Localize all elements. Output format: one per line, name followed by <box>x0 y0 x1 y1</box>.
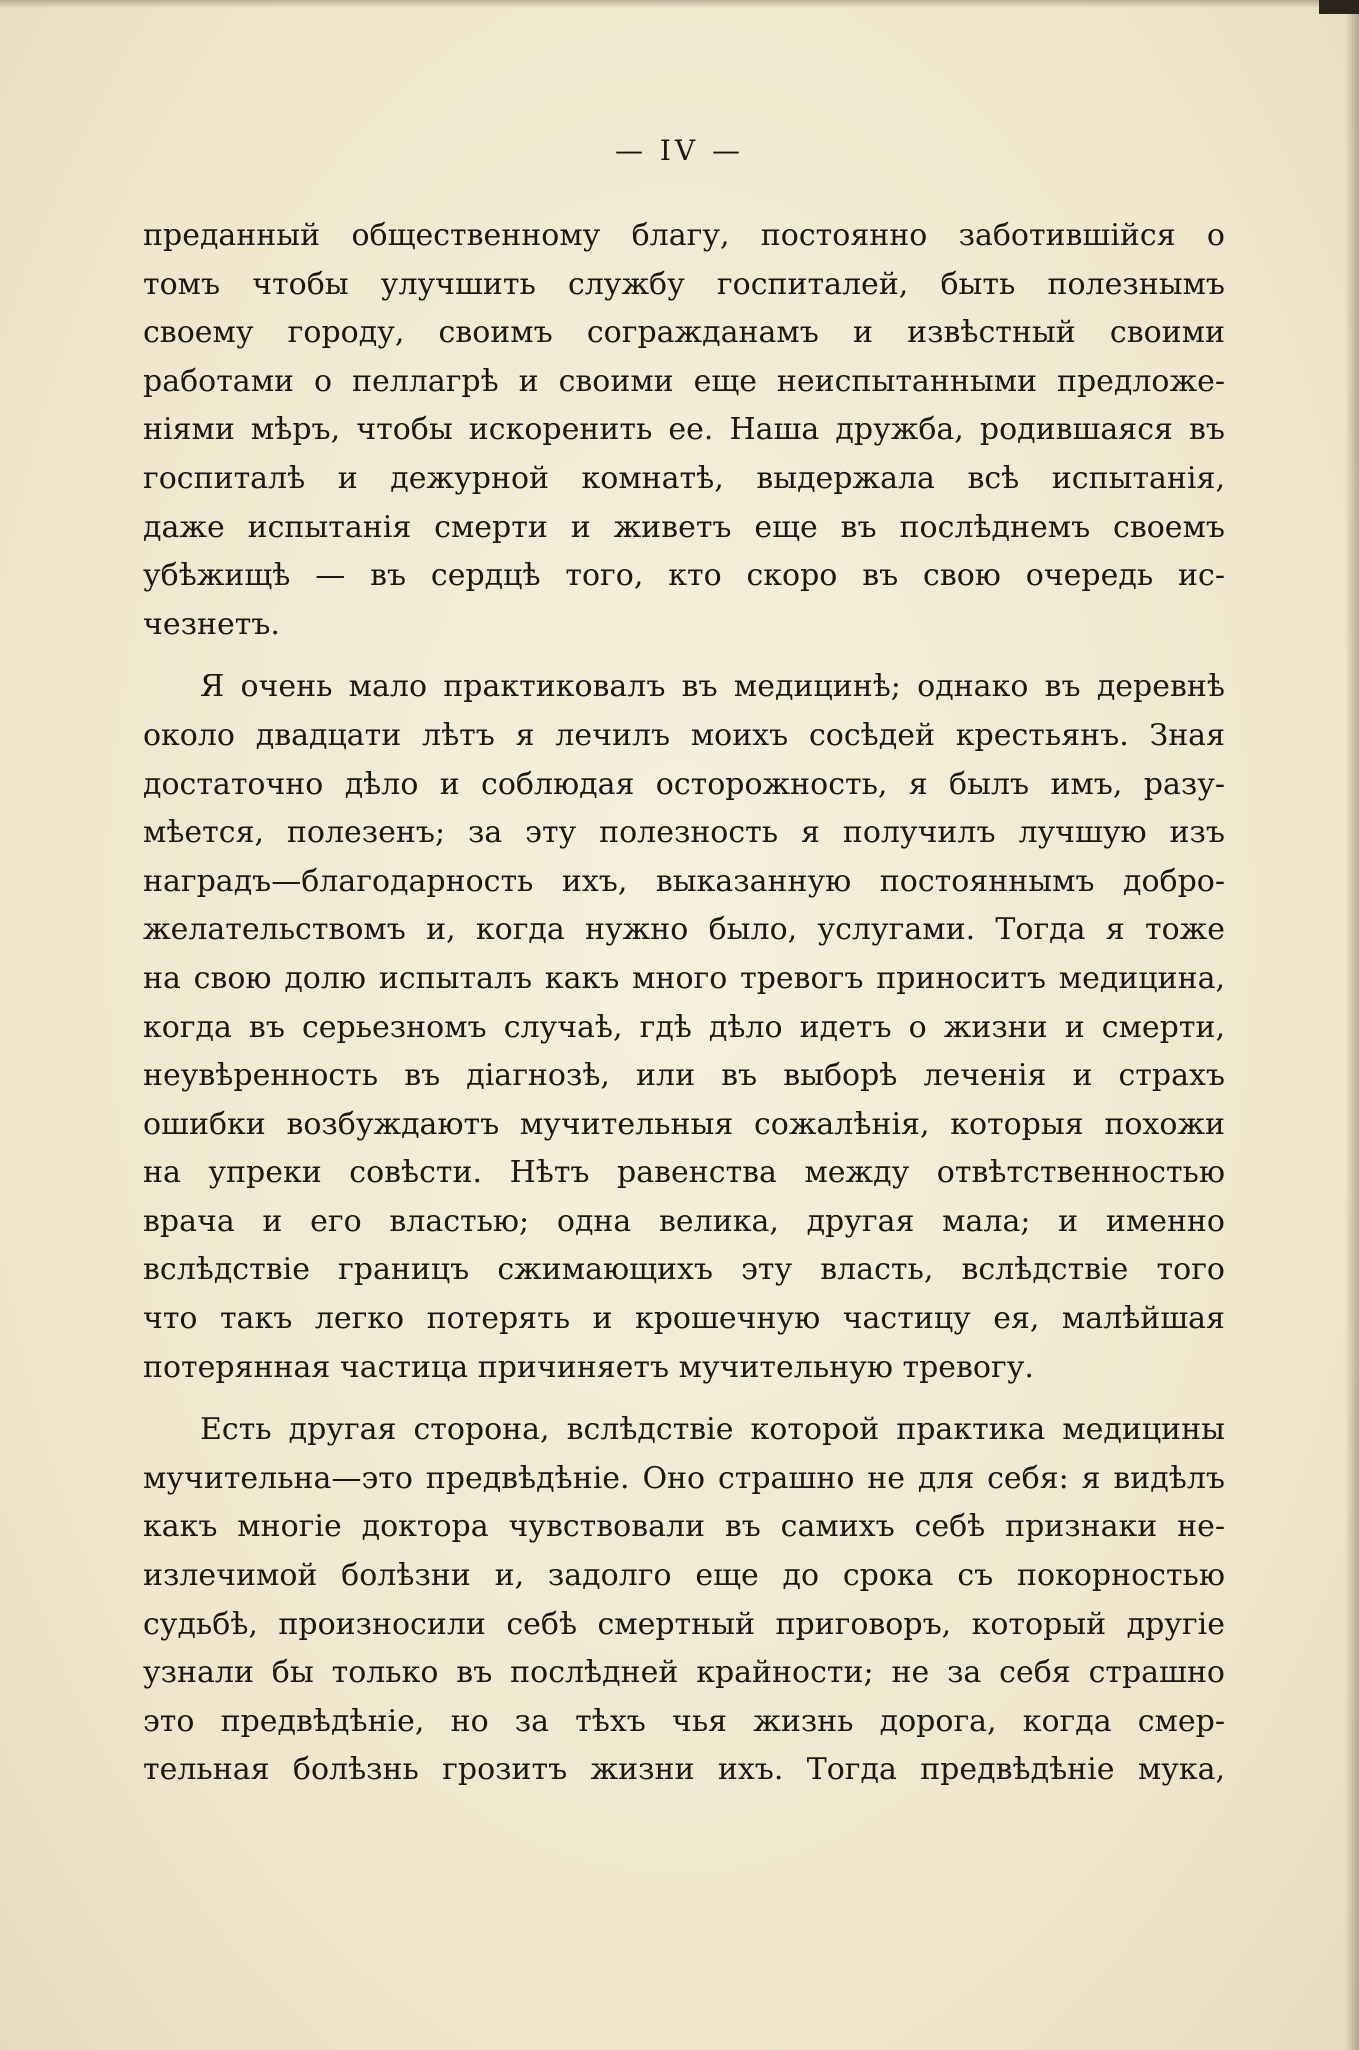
text-line: на упреки совѣсти. Нѣтъ равенства между отвѣтственностью <box>143 1155 1225 1191</box>
text-line: преданный общественному благу, постоянно заботившiйся о <box>143 218 1225 253</box>
text-line: врача и его властью; одна велика, другая мала; и именно <box>143 1203 1225 1239</box>
page-right-edge <box>1345 0 1359 2050</box>
page-top-edge <box>0 0 1359 8</box>
text-line: на свою долю испыталъ какъ много тревогъ приноситъ медицина, <box>143 960 1225 996</box>
text-line: когда въ серьезномъ случаѣ, гдѣ дѣло идетъ о жизни и смерти, <box>143 1009 1225 1045</box>
page-number-header: — IV — <box>614 134 745 167</box>
text-line: узнали бы только въ послѣдней крайности; не за себя страшно <box>143 1655 1225 1691</box>
text-line: нiями мѣръ, чтобы искоренить ее. Наша дружба, родившаяся въ <box>143 412 1225 448</box>
text-line: это предвѣдѣнiе, но за тѣхъ чья жизнь дорога, когда смер- <box>143 1703 1225 1739</box>
paragraph <box>143 663 1225 1392</box>
text-line: Я очень мало практиковалъ въ медицинѣ; однако въ деревнѣ <box>200 669 1225 705</box>
text-line: неувѣренность въ дiагнозѣ, или въ выборѣ леченiя и страхъ <box>143 1058 1225 1094</box>
paragraph <box>143 212 1225 649</box>
text-line: что такъ легко потерять и крошечную частицу ея, малѣйшая <box>143 1301 1225 1337</box>
text-line: какъ многiе доктора чувствовали въ самихъ себѣ признаки не- <box>143 1509 1225 1545</box>
text-line: потерянная частица причиняетъ мучительную тревогу. <box>143 1349 1034 1385</box>
text-line: мѣется, полезенъ; за эту полезность я получилъ лучшую изъ <box>143 815 1225 851</box>
text-line: желательствомъ и, когда нужно было, услугами. Тогда я тоже <box>143 912 1225 948</box>
text-line: убѣжищѣ — въ сердцѣ того, кто скоро въ свою очередь ис- <box>143 558 1225 594</box>
text-line: томъ чтобы улучшить службу госпиталей, быть полезнымъ <box>143 266 1225 302</box>
paragraph <box>143 1406 1225 1795</box>
text-line: своему городу, своимъ согражданамъ и извѣстный своими <box>143 315 1225 351</box>
text-line: госпиталѣ и дежурной комнатѣ, выдержала всѣ испытанiя, <box>143 460 1225 496</box>
body-text <box>143 212 1225 1809</box>
text-line: работами о пеллагрѣ и своими еще неиспытанными предложе- <box>143 363 1225 399</box>
text-line: тельная болѣзнь грозитъ жизни ихъ. Тогда предвѣдѣнiе мука, <box>143 1752 1225 1788</box>
text-line: Есть другая сторона, вслѣдствiе которой практика медицины <box>200 1412 1225 1448</box>
text-line: около двадцати лѣтъ я лечилъ моихъ сосѣдей крестьянъ. Зная <box>143 717 1225 753</box>
text-line: даже испытанiя смерти и живетъ еще въ послѣднемъ своемъ <box>143 509 1225 545</box>
text-line: судьбѣ, произносили себѣ смертный приговоръ, который другiе <box>143 1606 1225 1642</box>
text-line: наградъ—благодарность ихъ, выказанную постояннымъ добро- <box>143 863 1225 899</box>
text-line: достаточно дѣло и соблюдая осторожность, я былъ имъ, разу- <box>143 766 1225 802</box>
text-line: излечимой болѣзни и, задолго еще до срока съ покорностью <box>143 1558 1225 1594</box>
text-line: вслѣдствiе границъ сжимающихъ эту власть, вслѣдствiе того <box>143 1252 1225 1288</box>
binding-corner-mark <box>1319 0 1359 14</box>
text-line: мучительна—это предвѣдѣнiе. Оно страшно не для себя: я видѣлъ <box>143 1460 1225 1496</box>
text-line: ошибки возбуждаютъ мучительныя сожалѣнiя, которыя похожи <box>143 1106 1225 1142</box>
text-line: чезнетъ. <box>143 606 280 642</box>
